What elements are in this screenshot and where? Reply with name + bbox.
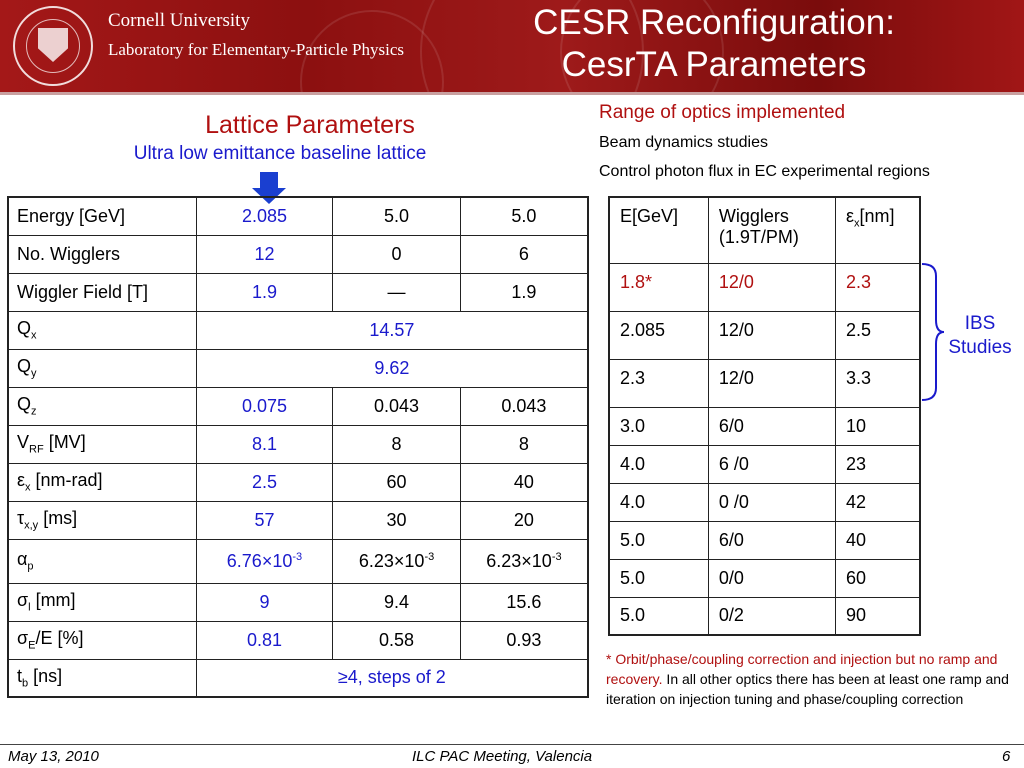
column-header: $\varepsilon_x[nm]$ [836,197,920,263]
table-row [8,235,588,273]
cell-value: 0 [333,235,461,273]
range-item-beam-dynamics: Beam dynamics studies [599,134,768,151]
cell-value: 3.0 [609,407,708,445]
cell-value: 8 [333,425,461,463]
table-row [8,501,588,539]
table-row [609,483,920,521]
row-label: $\sigma_l$ [mm] [8,583,196,621]
row-label: $Q_y$ [8,349,196,387]
cell-value: 6 /0 [708,445,835,483]
cell-value: 8 [460,425,588,463]
slide-title [504,2,924,86]
cell-value: 0.043 [333,387,461,425]
row-label: $t_b$ [ns] [8,659,196,697]
lattice-subtitle: Ultra low emittance baseline lattice [133,143,427,164]
cell-value: 5.0 [460,197,588,235]
cell-value: $6.23\times 10^{-3}$ [460,539,588,583]
cell-value: 0 /0 [708,483,835,521]
lattice-table [7,196,589,698]
slide-title-line1: CESR Reconfiguration: [533,3,895,42]
header-banner [0,0,1024,92]
cell-value: $6.76\times 10^{-3}$ [196,539,333,583]
cell-value: — [333,273,461,311]
range-item-photon-flux: Control photon flux in EC experimental regions [599,163,930,180]
lattice-title: Lattice Parameters [205,111,415,139]
table-header-row [609,197,920,263]
table-row [8,197,588,235]
row-label: Wiggler Field [T] [8,273,196,311]
row-label: $V_{RF}$ [MV] [8,425,196,463]
cell-value: 2.5 [196,463,333,501]
cell-value: 15.6 [460,583,588,621]
footnote: * Orbit/phase/coupling correction and injection but no ramp and recovery. In all other optics there has been at least one ramp and iteration on injection tuning and phase/coupling correction [606,651,1009,707]
cell-value: 42 [836,483,920,521]
slide-title-line2: CesrTA Parameters [561,45,867,84]
cell-value: 6/0 [708,407,835,445]
cell-value: 1.9 [460,273,588,311]
row-label: $Q_x$ [8,311,196,349]
optics-table [608,196,921,636]
table-row [609,445,920,483]
cell-value: 1.9 [196,273,333,311]
footer-divider [0,744,1024,745]
cell-value: 40 [460,463,588,501]
table-row [8,425,588,463]
university-name: Cornell University [108,10,250,31]
footer-meeting: ILC PAC Meeting, Valencia [412,748,593,765]
row-label: Energy [GeV] [8,197,196,235]
cell-value: 5.0 [609,559,708,597]
cell-value: 6 [460,235,588,273]
table-row [609,263,920,311]
cell-value: 5.0 [609,597,708,635]
cell-value: 30 [333,501,461,539]
row-label: $\sigma_E/E$ [%] [8,621,196,659]
cell-value: 0.58 [333,621,461,659]
cell-value: 8.1 [196,425,333,463]
table-row [609,597,920,635]
table-row [609,359,920,407]
table-row [609,407,920,445]
cell-value: 6/0 [708,521,835,559]
cell-value: $6.23\times 10^{-3}$ [333,539,461,583]
table-row [8,539,588,583]
table-row [8,387,588,425]
cell-value: 90 [836,597,920,635]
cell-value: 0/0 [708,559,835,597]
cell-value: 4.0 [609,445,708,483]
cell-value: 9.62 [196,349,588,387]
cell-value: 0.043 [460,387,588,425]
cell-value: 0/2 [708,597,835,635]
table-row [8,349,588,387]
cell-value: 14.57 [196,311,588,349]
table-row [609,311,920,359]
table-row [8,659,588,697]
table-row [609,521,920,559]
cell-value: 12/0 [708,359,835,407]
table-row [8,583,588,621]
cell-value: 12/0 [708,311,835,359]
cell-value: 60 [333,463,461,501]
cell-value: 12 [196,235,333,273]
table-row [8,463,588,501]
table-row [609,559,920,597]
table-row [8,311,588,349]
cell-value: 20 [460,501,588,539]
cell-value: 2.3 [609,359,708,407]
column-header: Wigglers (1.9T/PM) [708,197,835,263]
lab-name: Laboratory for Elementary-Particle Physics [108,40,404,59]
cell-value: 0.81 [196,621,333,659]
footer-date: May 13, 2010 [8,748,99,765]
cell-value: 5.0 [333,197,461,235]
cell-value: 40 [836,521,920,559]
row-label: $Q_z$ [8,387,196,425]
cell-value: 1.8* [609,263,708,311]
cell-value: 9.4 [333,583,461,621]
cell-value: 57 [196,501,333,539]
cell-value: 2.3 [836,263,920,311]
table-row [8,273,588,311]
ibs-studies-label: IBS Studies [948,313,1012,358]
header-divider [0,92,1024,95]
cornell-seal-icon [13,6,93,86]
row-label: $\varepsilon_x$ [nm-rad] [8,463,196,501]
cell-value: 3.3 [836,359,920,407]
cell-value: 5.0 [609,521,708,559]
cell-value: 2.5 [836,311,920,359]
table-row [8,621,588,659]
range-title: Range of optics implemented [599,102,846,123]
cell-value: 60 [836,559,920,597]
row-label: $\alpha_p$ [8,539,196,583]
cell-value: 0.075 [196,387,333,425]
column-header: E[GeV] [609,197,708,263]
row-label: $\tau_{x,y}$ [ms] [8,501,196,539]
cell-value: 10 [836,407,920,445]
cell-value: 12/0 [708,263,835,311]
cell-value: ≥4, steps of 2 [196,659,588,697]
cell-value: 2.085 [609,311,708,359]
cell-value: 4.0 [609,483,708,521]
cell-value: 23 [836,445,920,483]
footer-page-number: 6 [1002,748,1011,765]
row-label: No. Wigglers [8,235,196,273]
cell-value: 2.085 [196,197,333,235]
cell-value: 9 [196,583,333,621]
cell-value: 0.93 [460,621,588,659]
